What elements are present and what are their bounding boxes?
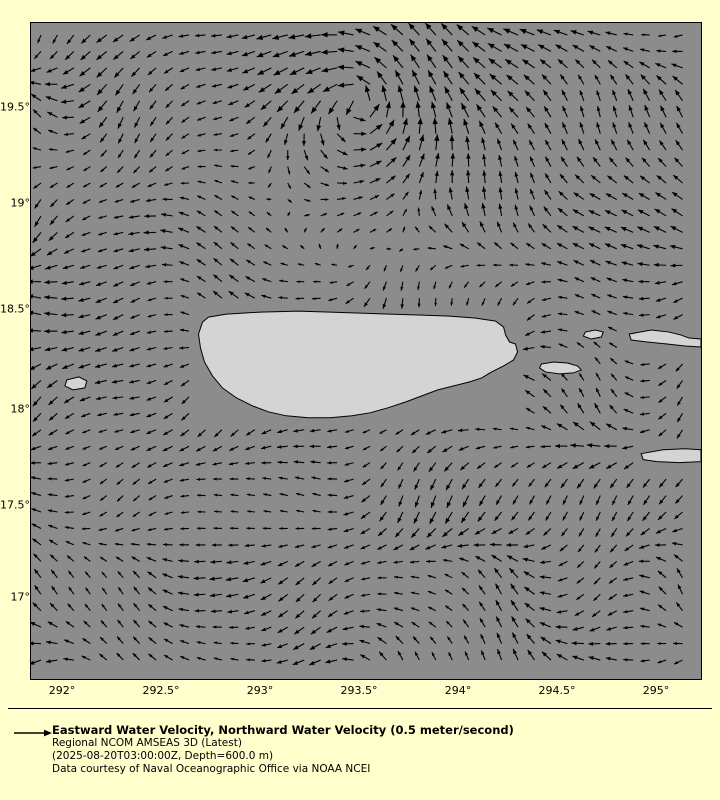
x-tick-292 [49, 684, 76, 697]
x-tick-293-5 [341, 684, 378, 697]
x-tick-292-5 [143, 684, 180, 697]
x-tick-293 [247, 684, 274, 697]
y-tick-18 [0, 403, 30, 416]
y-tick-18-5 [0, 303, 30, 316]
y-tick-17-5 [0, 499, 30, 512]
x-tick-295 [643, 684, 670, 697]
x-tick-label: 295° [642, 684, 670, 697]
legend-caption [52, 723, 702, 776]
x-tick-label: 293.5° [340, 684, 378, 697]
caption-divider [8, 708, 712, 709]
island-mona [65, 377, 87, 390]
y-tick-label: 17.5° [0, 498, 30, 512]
legend-time-depth-line: (2025-08-20T03:00:00Z, Depth=600.0 m) [52, 750, 274, 762]
island-st-croix [641, 449, 701, 463]
y-tick-label: 19.5° [0, 100, 30, 114]
island-vieques [539, 362, 581, 374]
map-plot-area[interactable] [30, 22, 702, 680]
island-puerto-rico [199, 311, 518, 418]
legend-source-line: Regional NCOM AMSEAS 3D (Latest) [52, 737, 242, 749]
x-tick-label: 294.5° [538, 684, 576, 697]
x-tick-label: 292.5° [142, 684, 180, 697]
legend-courtesy-line: Data courtesy of Naval Oceanographic Office via NOAA NCEI [52, 763, 371, 775]
island-culebra [583, 330, 603, 339]
y-tick-label: 18° [10, 402, 30, 416]
island-st-thomas [629, 330, 701, 347]
land-mask-puerto-rico [31, 23, 701, 679]
x-tick-294-5 [539, 684, 576, 697]
y-tick-19-5 [0, 101, 30, 114]
y-tick-label: 19° [10, 196, 30, 210]
x-tick-label: 293° [246, 684, 274, 697]
legend-title: Eastward Water Velocity, Northward Water Velocity (0.5 meter/second) [52, 723, 514, 737]
y-tick-label: 17° [10, 590, 30, 604]
y-tick-17 [0, 591, 30, 604]
x-tick-294 [445, 684, 472, 697]
x-tick-label: 292° [48, 684, 76, 697]
y-tick-label: 18.5° [0, 302, 30, 316]
y-tick-19 [0, 197, 30, 210]
x-tick-label: 294° [444, 684, 472, 697]
vector-arrow-icon [14, 727, 52, 739]
